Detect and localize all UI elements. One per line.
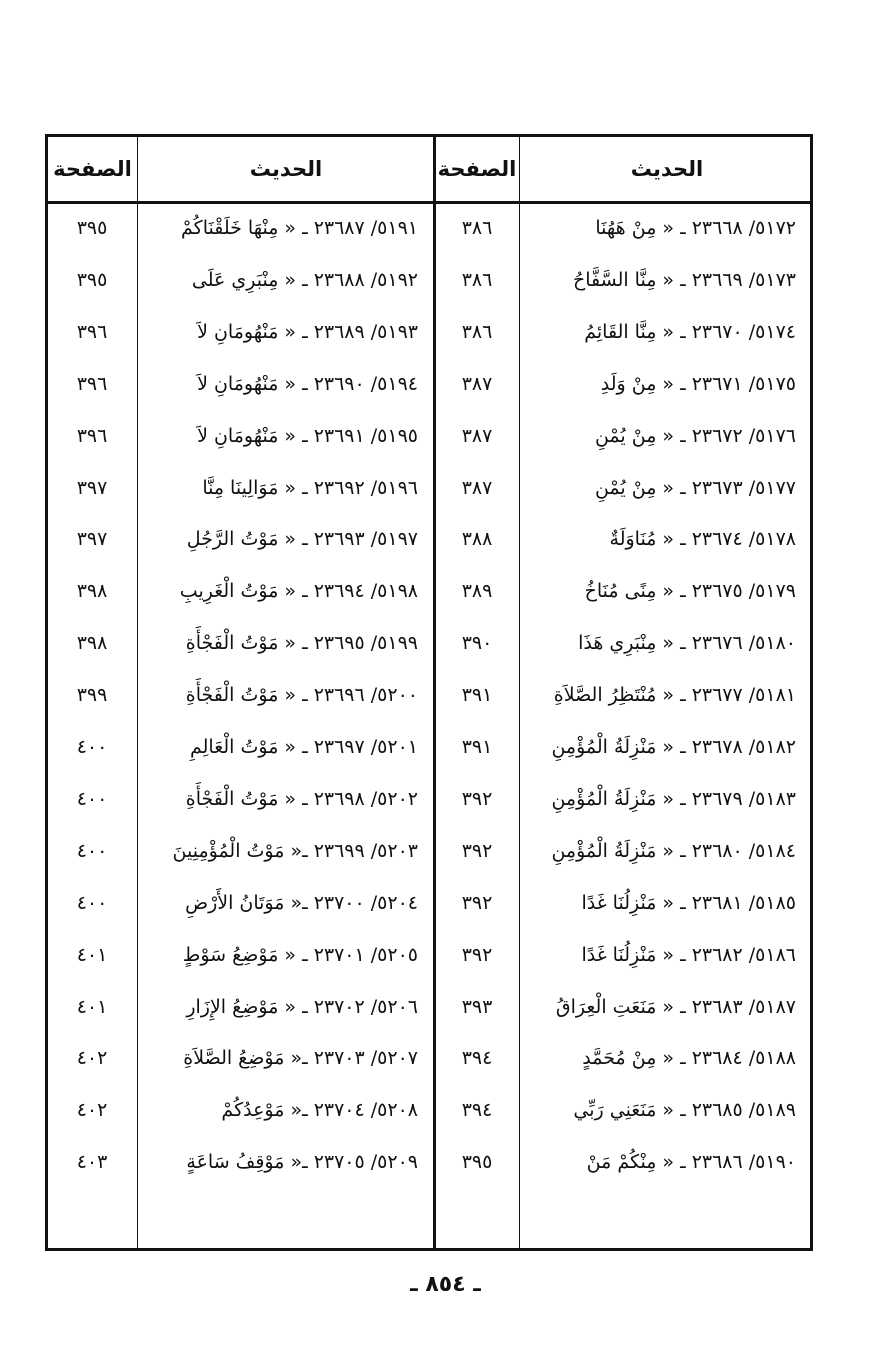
header-page-left: الصفحة	[53, 157, 132, 181]
right-entry-text: ٥١٨٠/ ٢٣٦٧٦ ـ « مِنْبَرِي هَذَا	[578, 632, 796, 655]
right-entry-page: ٣٨٦	[461, 217, 493, 239]
left-entry-text: ٥٢٠٨/ ٢٣٧٠٤ ـ« مَوْعِدُكُمْ	[221, 1099, 418, 1122]
right-entry-page: ٣٨٨	[461, 528, 493, 551]
left-entry-page: ٤٠٠	[76, 891, 108, 914]
right-entry-text: ٥١٩٠/ ٢٣٦٨٦ ـ « مِنْكُمْ مَنْ	[586, 1151, 796, 1174]
right-entry-text: ٥١٨٢/ ٢٣٦٧٨ ـ « مَنْزِلَةُ الْمُؤْمِنِ	[551, 736, 796, 758]
left-entry-page: ٤٠٢	[76, 1047, 108, 1070]
right-entry-page: ٣٩٢	[461, 839, 493, 862]
right-entry-text: ٥١٧٧/ ٢٣٦٧٣ ـ « مِنْ يُمْنِ	[594, 476, 796, 499]
left-entry-text: ٥١٩٧/ ٢٣٦٩٣ ـ « مَوْتُ الرَّجُلِ	[186, 528, 418, 551]
right-entry-page: ٣٩٣	[461, 995, 493, 1018]
right-entry-page: ٣٨٧	[461, 424, 493, 447]
right-entry-text: ٥١٨٨/ ٢٣٦٨٤ ـ « مِنْ مُحَمَّدٍ	[582, 1047, 796, 1070]
right-entry-text: ٥١٨٩/ ٢٣٦٨٥ ـ « مَنَعَنِي رَبِّي	[573, 1099, 796, 1122]
left-entry-page: ٣٩٦	[76, 320, 108, 343]
right-entry-page: ٣٨٦	[461, 268, 493, 291]
right-entry-page: ٣٩٤	[461, 1099, 493, 1122]
left-entry-text: ٥١٩٤/ ٢٣٦٩٠ ـ « مَنْهُومَانِ لاَ	[197, 372, 418, 395]
header-divider	[48, 201, 810, 204]
divider-right-page-col	[519, 137, 520, 1248]
right-entry-page: ٣٩١	[461, 684, 493, 707]
right-entry-text: ٥١٧٣/ ٢٣٦٦٩ ـ « مِنَّا السَّفَّاحُ	[572, 268, 796, 291]
left-entry-text: ٥٢٠٥/ ٢٣٧٠١ ـ « مَوْضِعُ سَوْطٍ	[182, 943, 418, 966]
right-entry-text: ٥١٧٩/ ٢٣٦٧٥ ـ « مِنًى مُنَاخُ	[584, 580, 796, 603]
left-entry-text: ٥٢٠٦/ ٢٣٧٠٢ ـ « مَوْضِعُ الإِزَارِ	[186, 995, 418, 1018]
left-entry-page: ٣٩٥	[76, 217, 108, 239]
left-entry-text: ٥١٩٦/ ٢٣٦٩٢ ـ « مَوَالِينَا مِنَّا	[202, 476, 418, 499]
right-entry-page: ٣٨٦	[461, 320, 493, 343]
right-entry-page: ٣٩٠	[461, 632, 493, 655]
header-hadith-right: الحديث	[630, 157, 704, 181]
left-entry-text: ٥٢٠٣/ ٢٣٦٩٩ ـ« مَوْتُ الْمُؤْمِنِينَ	[172, 839, 418, 862]
left-entry-text: ٥١٩٣/ ٢٣٦٨٩ ـ « مَنْهُومَانِ لاَ	[197, 320, 418, 343]
left-entry-page: ٤٠٠	[76, 736, 108, 758]
left-entry-text: ٥٢٠٤/ ٢٣٧٠٠ ـ« مَوَتَانُ الأَرْضِ	[185, 891, 418, 914]
right-entry-text: ٥١٨٧/ ٢٣٦٨٣ ـ « مَنَعَتِ الْعِرَاقُ	[555, 995, 796, 1018]
right-entry-page: ٣٩٢	[461, 787, 493, 810]
left-entry-page: ٣٩٦	[76, 424, 108, 447]
left-entry-text: ٥٢٠٢/ ٢٣٦٩٨ ـ « مَوْتُ الْفَجْأَةِ	[185, 787, 418, 810]
divider-left-page-col	[137, 137, 138, 1248]
left-entry-page: ٣٩٥	[76, 268, 108, 291]
left-entry-text: ٥٢٠٠/ ٢٣٦٩٦ ـ « مَوْتُ الْفَجْأَةِ	[185, 684, 418, 707]
left-entry-page: ٤٠٠	[76, 787, 108, 810]
right-entry-page: ٣٩١	[461, 736, 493, 758]
right-entry-text: ٥١٧٢/ ٢٣٦٦٨ ـ « مِنْ هَهُنَا	[595, 217, 796, 239]
left-entry-page: ٣٩٦	[76, 372, 108, 395]
left-entry-page: ٤٠٢	[76, 1099, 108, 1122]
right-entry-page: ٣٨٧	[461, 372, 493, 395]
right-entry-page: ٣٩٥	[461, 1151, 493, 1174]
right-entry-text: ٥١٧٨/ ٢٣٦٧٤ ـ « مُنَاوَلَةٌ	[609, 528, 796, 551]
left-entry-page: ٣٩٧	[76, 528, 108, 551]
right-entry-page: ٣٩٤	[461, 1047, 493, 1070]
left-entry-page: ٤٠٠	[76, 839, 108, 862]
left-entry-text: ٥١٩٥/ ٢٣٦٩١ ـ « مَنْهُومَانِ لاَ	[197, 424, 418, 447]
header-hadith-left: الحديث	[249, 157, 323, 181]
index-table	[45, 134, 813, 1251]
left-entry-text: ٥١٩١/ ٢٣٦٨٧ ـ « مِنْهَا خَلَقْنَاكُمْ	[181, 217, 418, 239]
right-entry-text: ٥١٨٦/ ٢٣٦٨٢ ـ « مَنْزِلُنَا غَدًا	[581, 943, 796, 966]
right-entry-text: ٥١٨١/ ٢٣٦٧٧ ـ « مُنْتَظِرُ الصَّلاَةِ	[553, 684, 796, 707]
left-entry-text: ٥٢٠٧/ ٢٣٧٠٣ ـ« مَوْضِعُ الصَّلاَةِ	[183, 1047, 418, 1070]
right-entry-text: ٥١٧٤/ ٢٣٦٧٠ ـ « مِنَّا القَائِمُ	[584, 320, 796, 343]
left-entry-page: ٣٩٧	[76, 476, 108, 499]
left-entry-page: ٤٠١	[76, 995, 108, 1018]
left-entry-page: ٤٠١	[76, 943, 108, 966]
left-entry-text: ٥٢٠١/ ٢٣٦٩٧ ـ « مَوْتُ الْعَالِمِ	[190, 736, 418, 758]
left-entry-text: ٥٢٠٩/ ٢٣٧٠٥ ـ« مَوْقِفُ سَاعَةٍ	[186, 1151, 418, 1174]
right-entry-text: ٥١٨٣/ ٢٣٦٧٩ ـ « مَنْزِلَةُ الْمُؤْمِنِ	[551, 787, 796, 810]
right-entry-page: ٣٨٧	[461, 476, 493, 499]
right-entry-page: ٣٨٩	[461, 580, 493, 603]
page-number: ـ ٨٥٤ ـ	[410, 1272, 481, 1297]
right-entry-text: ٥١٨٥/ ٢٣٦٨١ ـ « مَنْزِلُنَا غَدًا	[581, 891, 796, 914]
right-entry-text: ٥١٧٦/ ٢٣٦٧٢ ـ « مِنْ يُمْنِ	[594, 424, 796, 447]
right-entry-page: ٣٩٢	[461, 943, 493, 966]
left-entry-text: ٥١٩٢/ ٢٣٦٨٨ ـ « مِنْبَرِي عَلَى	[191, 268, 418, 291]
divider-center	[433, 137, 436, 1248]
right-entry-text: ٥١٧٥/ ٢٣٦٧١ ـ « مِنْ وَلَدِ	[600, 372, 796, 395]
right-entry-page: ٣٩٢	[461, 891, 493, 914]
left-entry-text: ٥١٩٩/ ٢٣٦٩٥ ـ « مَوْتُ الْفَجْأَةِ	[185, 632, 418, 655]
left-entry-page: ٣٩٨	[76, 580, 108, 603]
left-entry-page: ٣٩٨	[76, 632, 108, 655]
left-entry-page: ٣٩٩	[76, 684, 108, 707]
left-entry-text: ٥١٩٨/ ٢٣٦٩٤ ـ « مَوْتُ الْغَرِيبِ	[179, 580, 418, 603]
header-page-right: الصفحة	[437, 157, 517, 181]
right-entry-text: ٥١٨٤/ ٢٣٦٨٠ ـ « مَنْزِلَةُ الْمُؤْمِنِ	[551, 839, 796, 862]
left-entry-page: ٤٠٣	[76, 1151, 108, 1174]
